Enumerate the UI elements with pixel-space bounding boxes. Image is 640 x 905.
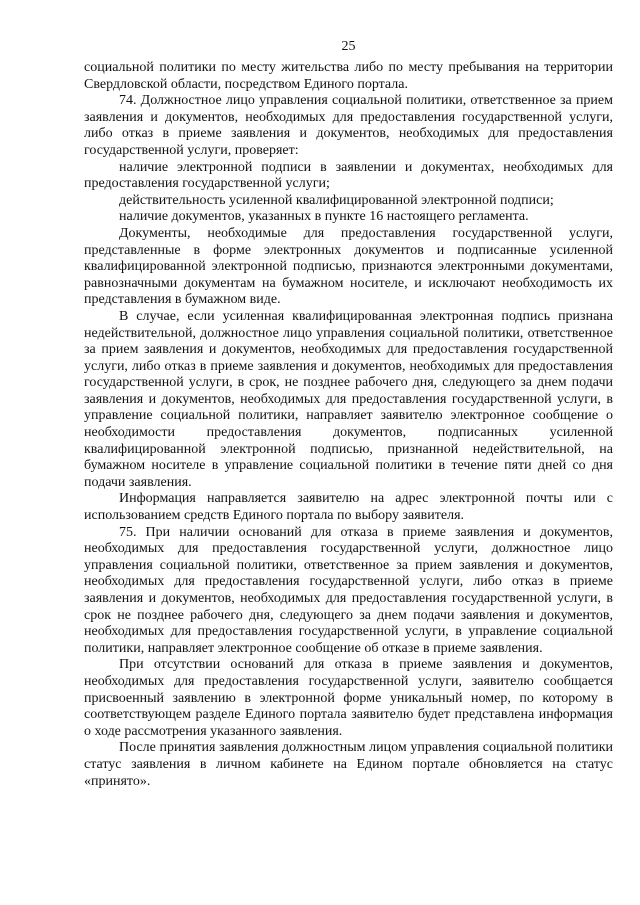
paragraph-no-grounds: При отсутствии оснований для отказа в приеме заявления и документов, необходимых для предоставления государственной услуги, заявителю сообщается присвоенный заявлению в электронной форме уникальный номер, по которому в соответствующем разделе Единого портала заявителю будет представлена информация о ходе рассмотрения указанного заявления. [84,657,613,739]
paragraph-check-documents: наличие документов, указанных в пункте 16 настоящего регламента. [119,209,529,225]
paragraph-information: Информация направляется заявителю на адрес электронной почты или с использованием средств Единого портала по выбору заявителя. [84,491,613,524]
paragraph-status-accepted: После принятия заявления должностным лицом управления социальной политики статус заявления в личном кабинете на Едином портале обновляется на статус «принято». [84,740,613,789]
document-body [84,60,613,790]
paragraph-invalid-signature: В случае, если усиленная квалифицированная электронная подпись признана недействительной, должностное лицо управления социальной политики, ответственное за прием заявления и документов, необходимых для предоставления государственной услуги, либо отказ в приеме заявления и документов, необходимых для предоставления государственной услуги, в срок, не позднее рабочего дня, следующего за днем подачи заявления и документов, необходимых для предоставления государственной услуги, в управление социальной политики, направляет заявителю электронное сообщение о необходимости предоставления документов, подписанных усиленной квалифицированной электронной подписью, признанной недействительной, на бумажном носителе в управление социальной политики в течение пяти дней со дня подачи заявления. [84,308,613,490]
paragraph-item-75: 75. При наличии оснований для отказа в приеме заявления и документов, необходимых для предоставления государственной услуги, должностное лицо управления социальной политики, ответственное за прием заявления и документов, необходимых для предоставления государственной услуги, либо отказ в приеме заявления и документов, необходимых для предоставления государственной услуги, в срок не позднее рабочего дня, следующего за днем подачи заявления и документов, необходимых для предоставления государственной услуги, в управление социальной политики, направляет электронное сообщение об отказе в приеме заявления. [84,524,613,656]
paragraph-item-74: 74. Должностное лицо управления социальной политики, ответственное за прием заявления и документов, необходимых для предоставления государственной услуги, либо отказ в приеме заявления и документов, необходимых для предоставления государственной услуги, проверяет: [84,93,613,158]
paragraph-check-signature: наличие электронной подписи в заявлении и документах, необходимых для предоставления государственной услуги; [84,159,613,192]
paragraph-check-validity: действительность усиленной квалифицированной электронной подписи; [119,192,554,208]
paragraph-electronic-documents: Документы, необходимые для предоставления государственной услуги, представленные в форме электронных документов и подписанные усиленной квалифицированной электронной подписью, признаются электронными документами, равнозначными документам на бумажном носителе, и исключают необходимость их представления в бумажном виде. [84,225,613,308]
paragraph-continuation: социальной политики по месту жительства либо по месту пребывания на территории Свердловской области, посредством Единого портала. [84,60,613,92]
page-number: 25 [341,39,356,54]
